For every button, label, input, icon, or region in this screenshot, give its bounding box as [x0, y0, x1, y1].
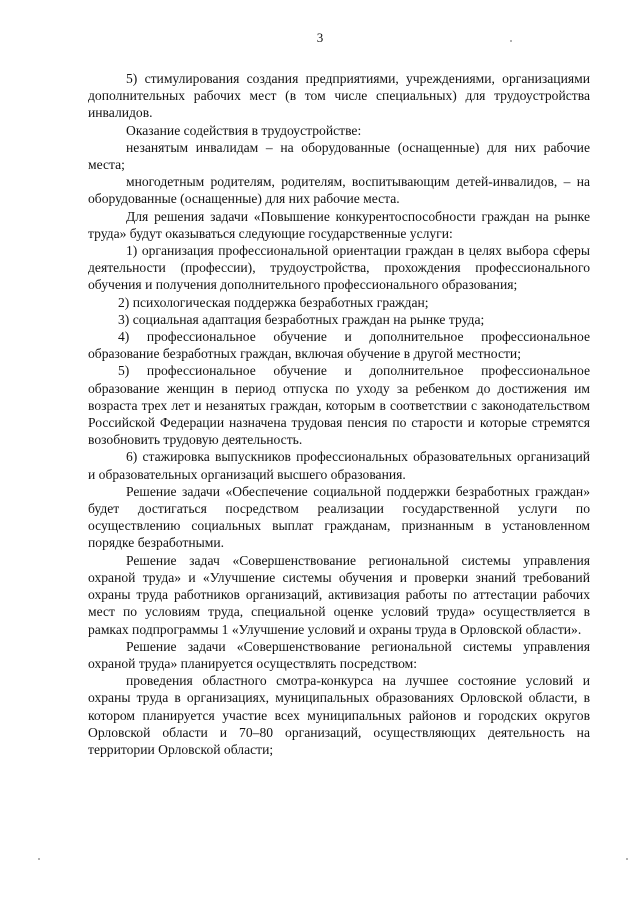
- paragraph: Оказание содействия в трудоустройстве:: [126, 122, 362, 138]
- paragraph: Для решения задачи «Повышение конкурентоспособности граждан на рынке труда» будут оказываться следующие государственные услуги:: [88, 208, 590, 241]
- paragraph: многодетным родителям, родителям, воспитывающим детей-инвалидов, – на оборудованные (оснащенные) для них рабочие места.: [88, 174, 590, 207]
- paragraph: Решение задачи «Обеспечение социальной поддержки безработных граждан» будет достигаться посредством реализации государственной услуги по осуществлению социальных выплат гражданам, признанным в установленном порядке безработными.: [88, 483, 590, 551]
- page-number: 3: [316, 30, 324, 45]
- paragraph: 2) психологическая поддержка безработных граждан;: [118, 294, 429, 310]
- paragraph: Решение задач «Совершенствование региональной системы управления охраной труда» и «Улучшение системы обучения и проверки знаний требований охраны труда работников организаций, активизация работы по аттестации рабочих мест по условиям труда, специальной оценке условий труда» осуществляется в рамках подпрограммы 1 «Улучшение условий и охраны труда в Орловской области».: [88, 552, 590, 637]
- document-body: [88, 70, 590, 758]
- paragraph: Решение задачи «Совершенствование региональной системы управления охраной труда» планируется осуществлять посредством:: [88, 638, 590, 671]
- paragraph: 5) профессиональное обучение и дополнительное профессиональное образование женщин в период отпуска по уходу за ребенком до достижения им возраста трех лет и незанятых граждан, которым в соответствии с законодательством Российской Федерации назначена трудовая пенсия по старости и которые стремятся возобновить трудовую деятельность.: [88, 363, 590, 448]
- paragraph: 1) организация профессиональной ориентации граждан в целях выбора сферы деятельности (профессии), трудоустройства, прохождения профессионального обучения и получения дополнительного профессионального образования;: [88, 243, 590, 293]
- paragraph: 5) стимулирования создания предприятиями, учреждениями, организациями дополнительных рабочих мест (в том числе специальных) для трудоустройства инвалидов.: [88, 71, 590, 121]
- paragraph: 4) профессиональное обучение и дополнительное профессиональное образование безработных граждан, включая обучение в другой местности;: [88, 329, 590, 362]
- paragraph: проведения областного смотра-конкурса на лучшее состояние условий и охраны труда в организациях, муниципальных образованиях Орловской области, в котором планируется участие всех муниципальных районов и городских округов Орловской области и 70–80 организаций, осуществляющих деятельность на территории Орловской области;: [88, 673, 590, 757]
- paragraph: 6) стажировка выпускников профессиональных образовательных организаций и образовательных организаций высшего образования.: [88, 449, 590, 482]
- scan-speck: [626, 858, 628, 860]
- paragraph: незанятым инвалидам – на оборудованные (оснащенные) для них рабочие места;: [88, 139, 590, 173]
- scan-speck: [510, 40, 512, 42]
- scan-speck: [38, 858, 40, 860]
- paragraph: 3) социальная адаптация безработных граждан на рынке труда;: [118, 311, 485, 327]
